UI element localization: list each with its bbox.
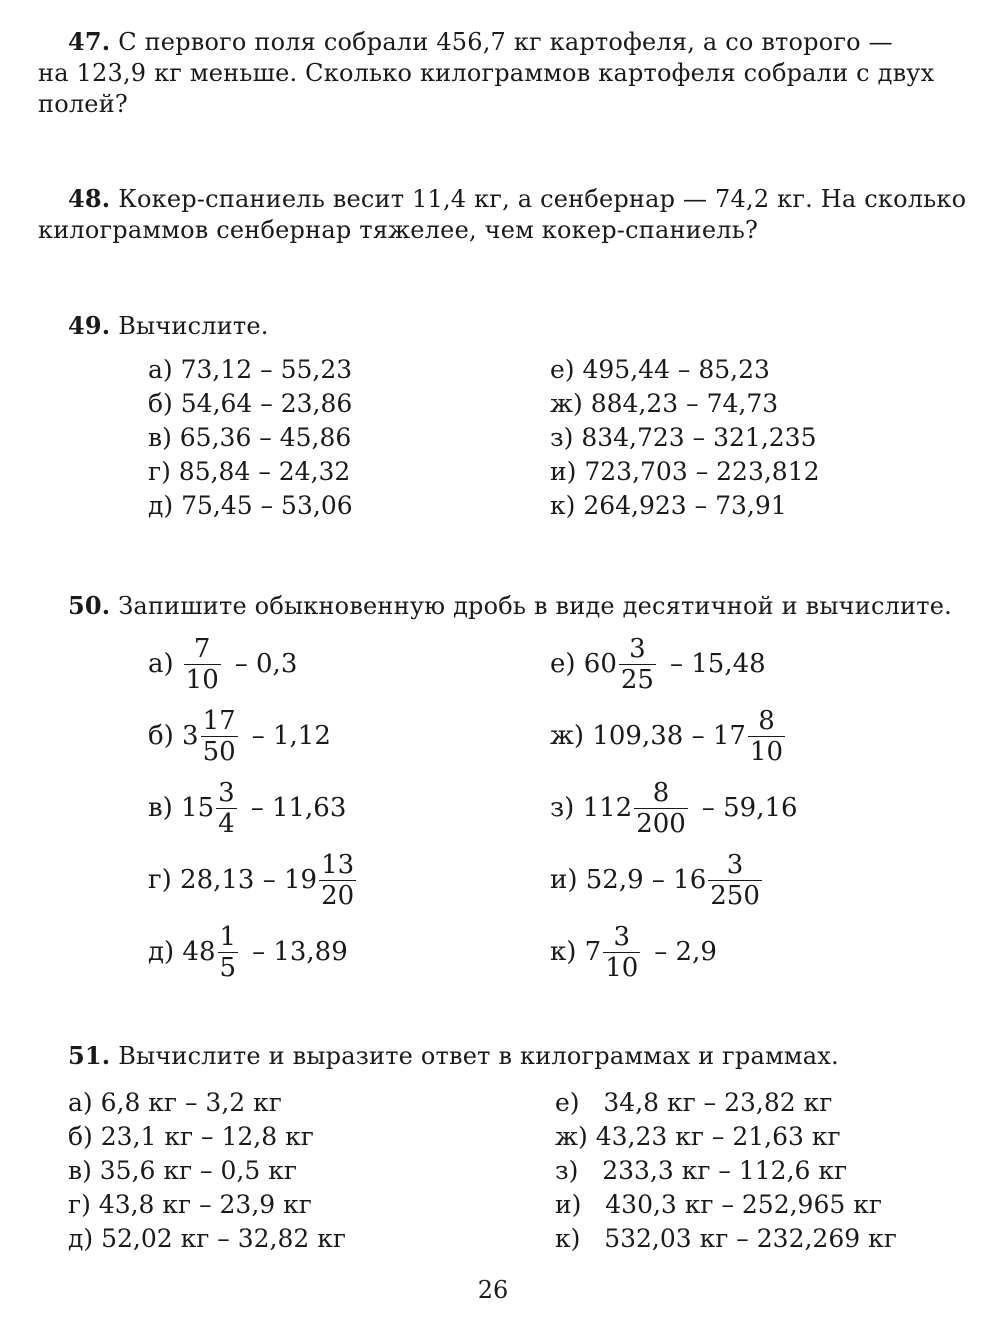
numerator: 17	[202, 705, 236, 736]
task-50-item-k	[550, 916, 798, 988]
fraction	[603, 922, 640, 983]
item-rest: – 11,63	[250, 793, 347, 823]
task-47	[38, 26, 934, 120]
denominator: 50	[202, 736, 236, 767]
task-51-item: к) 532,03 кг – 232,269 кг	[555, 1224, 897, 1253]
item-label: а)	[148, 649, 174, 679]
fraction	[708, 850, 762, 911]
task-50-item-a	[148, 628, 362, 700]
fraction	[619, 634, 656, 695]
fraction	[634, 778, 688, 839]
task-49-left-column	[148, 353, 353, 523]
task-50-item-v	[148, 772, 362, 844]
task-47-number: 47.	[68, 27, 111, 56]
task-49-item: к) 264,923 – 73,91	[550, 491, 787, 520]
task-50-item-zh	[550, 700, 798, 772]
fraction	[216, 778, 237, 839]
task-49-item: б) 54,64 – 23,86	[148, 389, 353, 418]
task-48-text-2: килограммов сенбернар тяжелее, чем кокер-спаниель?	[38, 216, 759, 244]
task-49-item: д) 75,45 – 53,06	[148, 491, 353, 520]
task-49-item: е) 495,44 – 85,23	[550, 355, 770, 384]
item-label: б) 3	[148, 721, 199, 751]
item-rest: – 59,16	[701, 793, 798, 823]
task-49-item: з) 834,723 – 321,235	[550, 423, 817, 452]
task-50-item-i	[550, 844, 798, 916]
task-51-item: з) 233,3 кг – 112,6 кг	[555, 1156, 848, 1185]
numerator: 8	[652, 777, 670, 808]
numerator: 7	[193, 633, 211, 664]
task-47-text-1: С первого поля собрали 456,7 кг картофеля, а со второго —	[118, 28, 893, 56]
task-47-text-3: полей?	[38, 90, 128, 118]
task-49-item: г) 85,84 – 24,32	[148, 457, 351, 486]
denominator: 10	[605, 952, 639, 983]
task-50-item-d	[148, 916, 362, 988]
task-48	[38, 183, 966, 246]
task-49-heading	[68, 310, 269, 342]
task-47-text-2: на 123,9 кг меньше. Сколько килограммов картофеля собрали с двух	[38, 59, 935, 87]
denominator: 10	[185, 664, 219, 695]
task-51-item: в) 35,6 кг – 0,5 кг	[68, 1156, 297, 1185]
item-label: ж) 109,38 – 17	[550, 721, 746, 751]
task-49-item: ж) 884,23 – 74,73	[550, 389, 779, 418]
page-number: 26	[477, 1276, 509, 1304]
task-50-right-column	[550, 628, 798, 988]
task-50-left-column	[148, 628, 362, 988]
item-label: з) 112	[550, 793, 633, 823]
task-50-item-b	[148, 700, 362, 772]
item-label: и) 52,9 – 16	[550, 865, 707, 895]
task-51-item: б) 23,1 кг – 12,8 кг	[68, 1122, 314, 1151]
numerator: 13	[321, 849, 355, 880]
task-50-item-g	[148, 844, 362, 916]
task-50-title: Запишите обыкновенную дробь в виде десятичной и вычислите.	[118, 592, 952, 620]
denominator: 250	[710, 880, 760, 911]
item-rest: – 13,89	[252, 937, 348, 967]
task-49-title: Вычислите.	[118, 312, 269, 340]
item-rest: – 15,48	[669, 649, 766, 679]
numerator: 8	[758, 705, 775, 736]
task-51-title: Вычислите и выразите ответ в килограммах и граммах.	[118, 1042, 839, 1070]
task-50-item-z	[550, 772, 798, 844]
denominator: 5	[219, 952, 237, 983]
fraction	[319, 850, 356, 911]
numerator: 1	[219, 921, 237, 952]
numerator: 3	[726, 849, 744, 880]
denominator: 20	[321, 880, 355, 911]
task-50-number: 50.	[68, 591, 111, 620]
task-51-item: а) 6,8 кг – 3,2 кг	[68, 1088, 282, 1117]
item-label: е) 60	[550, 649, 617, 679]
item-rest: – 0,3	[234, 649, 298, 679]
fraction	[184, 634, 221, 695]
task-51-item: г) 43,8 кг – 23,9 кг	[68, 1190, 312, 1219]
task-48-number: 48.	[68, 184, 111, 213]
denominator: 4	[218, 808, 235, 839]
task-49-right-column	[550, 353, 820, 523]
numerator: 3	[613, 921, 631, 952]
task-49-item: а) 73,12 – 55,23	[148, 355, 353, 384]
item-rest: – 2,9	[654, 937, 717, 967]
denominator: 10	[749, 736, 784, 767]
task-50-heading	[68, 590, 952, 622]
task-49-number: 49.	[68, 311, 111, 340]
task-50-item-e	[550, 628, 798, 700]
denominator: 25	[620, 664, 654, 695]
item-rest: – 1,12	[251, 721, 331, 751]
task-51-right-column	[555, 1086, 897, 1256]
fraction	[748, 706, 785, 767]
item-label: д) 48	[148, 937, 216, 967]
fraction	[218, 922, 239, 983]
task-49-item: в) 65,36 – 45,86	[148, 423, 352, 452]
numerator: 3	[629, 633, 646, 664]
task-51-number: 51.	[68, 1041, 111, 1070]
item-label: г) 28,13 – 19	[148, 865, 318, 895]
fraction	[201, 706, 238, 767]
item-label: в) 15	[148, 793, 215, 823]
task-51-item: и) 430,3 кг – 252,965 кг	[555, 1190, 882, 1219]
task-51-heading	[68, 1040, 839, 1072]
item-label: к) 7	[550, 937, 602, 967]
numerator: 3	[218, 777, 235, 808]
task-48-text-1: Кокер-спаниель весит 11,4 кг, а сенбернар — 74,2 кг. На сколько	[118, 185, 967, 213]
denominator: 200	[636, 808, 686, 839]
task-51-item: д) 52,02 кг – 32,82 кг	[68, 1224, 346, 1253]
task-49-item: и) 723,703 – 223,812	[550, 457, 820, 486]
task-51-item: ж) 43,23 кг – 21,63 кг	[555, 1122, 841, 1151]
task-51-left-column	[68, 1086, 346, 1256]
task-51-item: е) 34,8 кг – 23,82 кг	[555, 1088, 833, 1117]
